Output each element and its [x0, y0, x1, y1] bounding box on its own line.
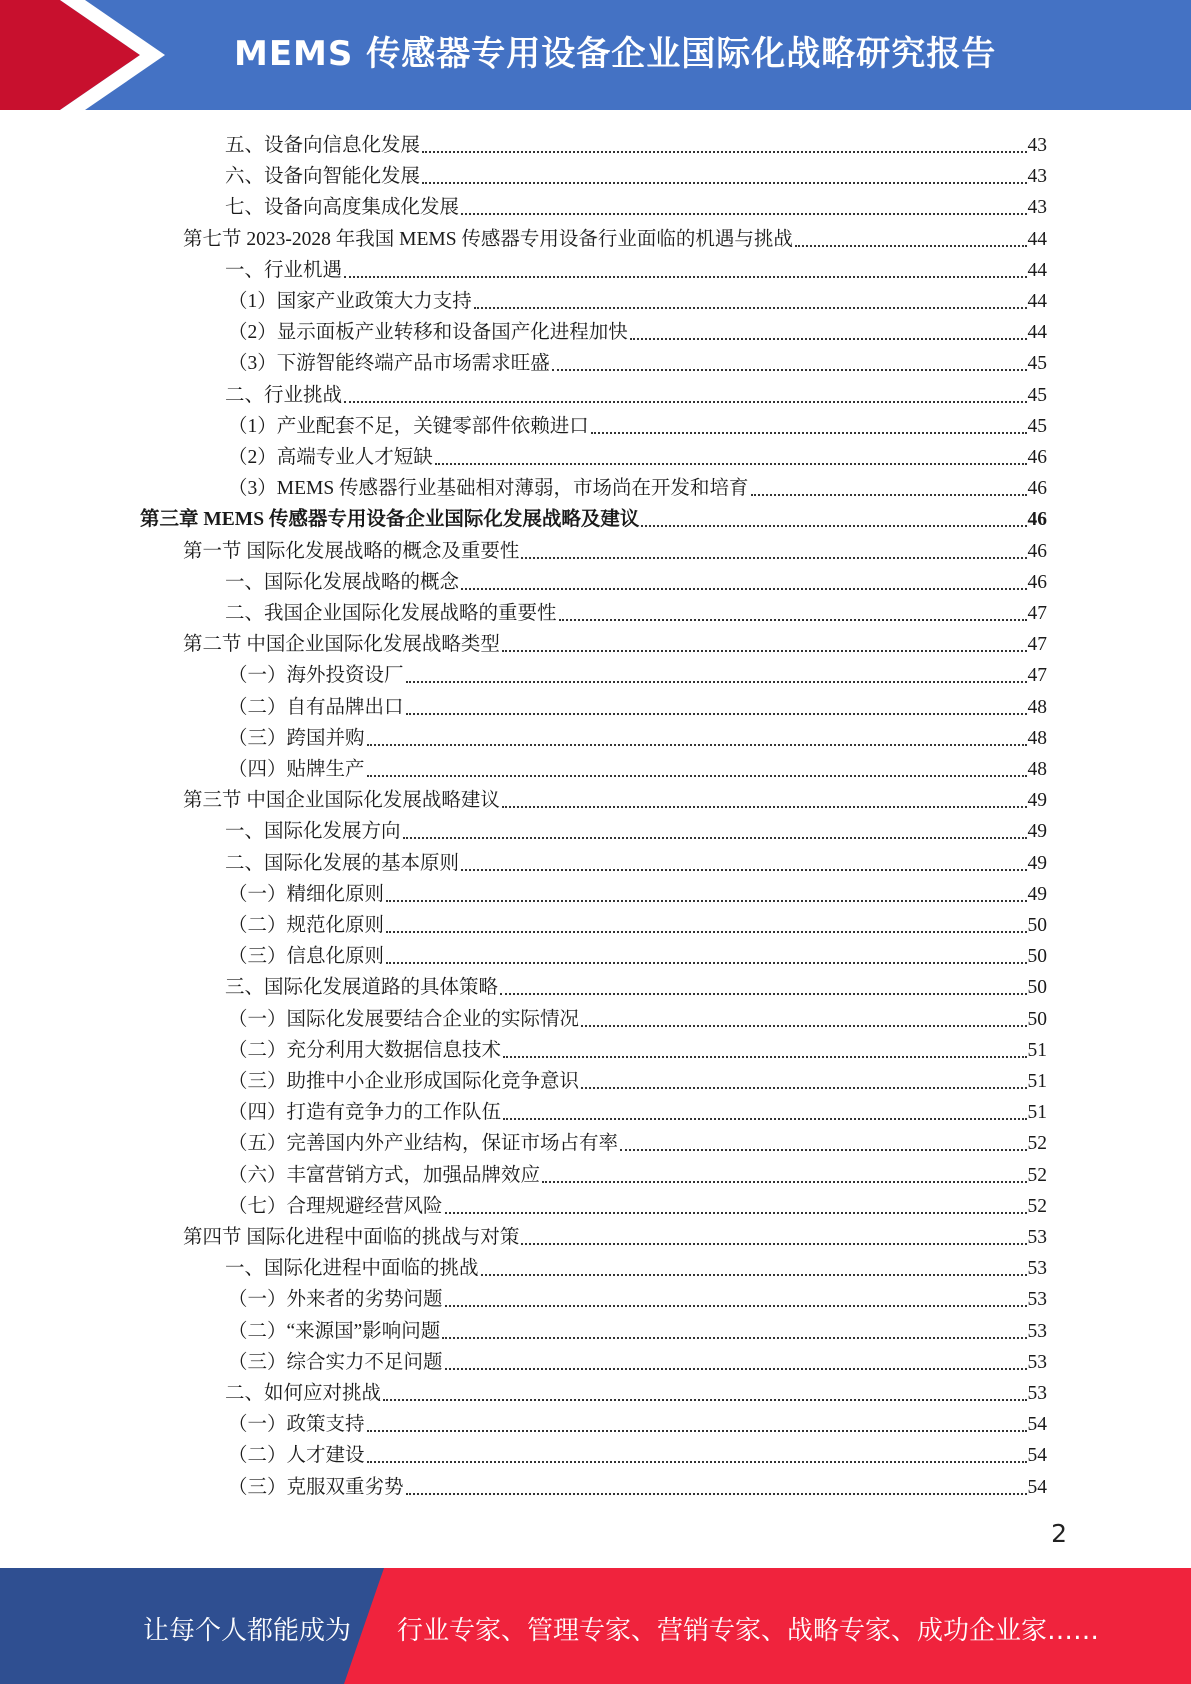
- toc-entry-label: （三）克服双重劣势: [228, 1476, 404, 1498]
- toc-entry[interactable]: [225, 1375, 1047, 1406]
- toc-entry[interactable]: [228, 689, 1047, 720]
- toc-entry-label: 一、国际化发展战略的概念: [225, 571, 460, 593]
- toc-entry-label: 二、我国企业国际化发展战略的重要性: [225, 603, 557, 624]
- toc-dot-leader: [367, 775, 1027, 777]
- toc-entry-page: 52: [1027, 1164, 1047, 1186]
- toc-entry[interactable]: [228, 938, 1047, 969]
- toc-dot-leader: [367, 1461, 1027, 1463]
- page-footer: [0, 1568, 1191, 1684]
- toc-dot-leader: [542, 1181, 1026, 1183]
- toc-entry-label: 三、国际化发展道路的具体策略: [225, 977, 499, 999]
- toc-entry[interactable]: [228, 1406, 1047, 1437]
- toc-dot-leader: [442, 1337, 1026, 1339]
- toc-entry-page: 46: [1027, 571, 1047, 593]
- toc-entry-page: 46: [1027, 509, 1047, 531]
- toc-dot-leader: [383, 1399, 1026, 1401]
- toc-dot-leader: [344, 401, 1026, 403]
- toc-entry-page: 45: [1027, 415, 1047, 437]
- toc-entry-label: （二）“来源国”影响问题: [228, 1320, 441, 1342]
- toc-dot-leader: [344, 276, 1026, 278]
- toc-dot-leader: [641, 525, 1026, 527]
- toc-dot-leader: [630, 338, 1027, 340]
- toc-entry[interactable]: [228, 1281, 1047, 1312]
- toc-entry-page: 53: [1027, 1227, 1047, 1248]
- toc-entry-label: 第四节 国际化进程中面临的挑战与对策: [183, 1227, 520, 1248]
- toc-entry-label: 二、国际化发展的基本原则: [225, 852, 460, 874]
- toc-entry-label: （二）规范化原则: [228, 915, 385, 936]
- toc-entry-page: 49: [1027, 883, 1047, 905]
- toc-entry-label: 一、国际化进程中面临的挑战: [225, 1258, 479, 1280]
- toc-entry[interactable]: [228, 1344, 1047, 1375]
- toc-dot-leader: [521, 1243, 1026, 1245]
- toc-entry-page: 44: [1027, 228, 1047, 250]
- toc-entry[interactable]: [228, 470, 1047, 501]
- toc-entry[interactable]: [183, 533, 1047, 564]
- toc-entry[interactable]: [228, 1063, 1047, 1094]
- toc-entry-page: 43: [1027, 166, 1047, 188]
- toc-entry-page: 49: [1027, 821, 1047, 843]
- toc-dot-leader: [435, 463, 1027, 465]
- toc-dot-leader: [481, 1274, 1027, 1276]
- toc-entry[interactable]: [225, 1250, 1047, 1281]
- toc-entry-label: （四）贴牌生产: [228, 759, 365, 780]
- toc-entry-page: 50: [1027, 946, 1047, 968]
- toc-dot-leader: [502, 650, 1027, 652]
- toc-entry-label: （七）合理规避经营风险: [228, 1195, 443, 1217]
- report-title: MEMS 传感器专用设备企业国际化战略研究报告: [234, 34, 997, 74]
- toc-entry-label: 五、设备向信息化发展: [225, 135, 421, 156]
- toc-entry[interactable]: [228, 657, 1047, 688]
- toc-entry-page: 44: [1027, 259, 1047, 281]
- toc-entry[interactable]: [228, 1125, 1047, 1156]
- toc-entry-label: 二、如何应对挑战: [225, 1383, 382, 1404]
- toc-entry-page: 43: [1027, 135, 1047, 156]
- toc-entry-page: 48: [1027, 759, 1047, 780]
- toc-entry-page: 45: [1027, 384, 1047, 406]
- toc-entry-label: （一）政策支持: [228, 1414, 365, 1436]
- toc-entry[interactable]: [228, 1188, 1047, 1219]
- toc-entry-page: 51: [1027, 1102, 1047, 1124]
- toc-entry[interactable]: [225, 189, 1047, 220]
- toc-entry-label: （2）显示面板产业转移和设备国产化进程加快: [228, 322, 628, 344]
- toc-entry[interactable]: [183, 1219, 1047, 1250]
- toc-entry-page: 48: [1027, 696, 1047, 718]
- toc-entry-page: 48: [1027, 727, 1047, 749]
- toc-entry-label: （二）自有品牌出口: [228, 696, 404, 718]
- toc-entry[interactable]: [225, 377, 1047, 408]
- toc-dot-leader: [386, 900, 1026, 902]
- toc-dot-leader: [445, 1305, 1027, 1307]
- toc-entry[interactable]: [225, 595, 1047, 626]
- toc-entry-label: （三）信息化原则: [228, 946, 385, 968]
- toc-entry-label: （1）国家产业政策大力支持: [228, 291, 472, 312]
- toc-entry-page: 43: [1027, 197, 1047, 219]
- toc-entry[interactable]: [225, 127, 1047, 158]
- toc-entry-label: 六、设备向智能化发展: [225, 166, 421, 188]
- toc-entry[interactable]: [225, 564, 1047, 595]
- toc-entry[interactable]: [228, 345, 1047, 376]
- toc-entry[interactable]: [140, 501, 1047, 532]
- toc-dot-leader: [503, 1056, 1026, 1058]
- toc-entry-page: 53: [1027, 1258, 1047, 1280]
- toc-entry-page: 44: [1027, 291, 1047, 312]
- toc-dot-leader: [620, 1149, 1026, 1151]
- page-number: 2: [1051, 1519, 1067, 1548]
- toc-entry-page: 45: [1027, 353, 1047, 375]
- toc-entry-page: 53: [1027, 1383, 1047, 1404]
- toc-entry[interactable]: [228, 751, 1047, 782]
- toc-entry-page: 46: [1027, 447, 1047, 468]
- toc-entry-label: （一）海外投资设厂: [228, 665, 404, 687]
- toc-dot-leader: [521, 557, 1026, 559]
- toc-entry-page: 50: [1027, 1008, 1047, 1030]
- toc-entry-label: （三）助推中小企业形成国际化竞争意识: [228, 1071, 580, 1092]
- toc-dot-leader: [445, 1212, 1027, 1214]
- toc-dot-leader: [552, 369, 1027, 371]
- toc-entry[interactable]: [183, 221, 1047, 252]
- toc-dot-leader: [461, 213, 1026, 215]
- footer-slogan-right: 行业专家、管理专家、营销专家、战略专家、成功企业家……: [397, 1616, 1100, 1646]
- toc-entry-label: （六）丰富营销方式，加强品牌效应: [228, 1164, 541, 1186]
- toc-entry[interactable]: [228, 1157, 1047, 1188]
- toc-entry-label: （四）打造有竞争力的工作队伍: [228, 1102, 502, 1124]
- toc-dot-leader: [422, 182, 1026, 184]
- toc-entry[interactable]: [183, 626, 1047, 657]
- toc-entry-label: 一、国际化发展方向: [225, 821, 401, 843]
- toc-entry-page: 51: [1027, 1071, 1047, 1092]
- toc-dot-leader: [503, 1118, 1026, 1120]
- toc-entry-label: （二）充分利用大数据信息技术: [228, 1039, 502, 1061]
- toc-dot-leader: [502, 806, 1027, 808]
- toc-dot-leader: [474, 307, 1027, 309]
- toc-entry-page: 44: [1027, 322, 1047, 344]
- toc-entry-label: 第二节 中国企业国际化发展战略类型: [183, 634, 500, 656]
- toc-entry[interactable]: [228, 1032, 1047, 1063]
- toc-entry[interactable]: [228, 1437, 1047, 1468]
- toc-entry[interactable]: [225, 969, 1047, 1000]
- toc-entry[interactable]: [225, 813, 1047, 844]
- toc-dot-leader: [403, 837, 1027, 839]
- toc-entry-page: 54: [1027, 1476, 1047, 1498]
- toc-entry-label: （3）MEMS 传感器行业基础相对薄弱，市场尚在开发和培育: [228, 478, 749, 500]
- toc-entry-page: 50: [1027, 977, 1047, 999]
- toc-dot-leader: [406, 713, 1027, 715]
- toc-entry-page: 52: [1027, 1195, 1047, 1217]
- toc-entry[interactable]: [225, 845, 1047, 876]
- toc-entry-label: （2）高端专业人才短缺: [228, 447, 433, 468]
- toc-entry-page: 46: [1027, 478, 1047, 500]
- toc-dot-leader: [461, 869, 1026, 871]
- toc-dot-leader: [581, 1087, 1026, 1089]
- toc-dot-leader: [445, 1368, 1027, 1370]
- toc-entry-label: （3）下游智能终端产品市场需求旺盛: [228, 353, 550, 375]
- toc-entry-label: （三）综合实力不足问题: [228, 1351, 443, 1373]
- toc-dot-leader: [795, 245, 1027, 247]
- toc-entry[interactable]: [183, 782, 1047, 813]
- toc-dot-leader: [367, 744, 1027, 746]
- toc-dot-leader: [591, 432, 1027, 434]
- toc-entry[interactable]: [228, 408, 1047, 439]
- toc-entry-label: 一、行业机遇: [225, 259, 343, 281]
- toc-entry[interactable]: [228, 907, 1047, 938]
- toc-entry[interactable]: [228, 876, 1047, 907]
- footer-slogan-left: 让每个人都能成为: [143, 1616, 352, 1646]
- toc-entry-label: （二）人才建设: [228, 1445, 365, 1467]
- toc-entry-label: 第三节 中国企业国际化发展战略建议: [183, 790, 500, 812]
- toc-dot-leader: [406, 1493, 1027, 1495]
- toc-entry[interactable]: [228, 1469, 1047, 1500]
- toc-entry[interactable]: [228, 314, 1047, 345]
- toc-entry-page: 47: [1027, 634, 1047, 656]
- toc-dot-leader: [581, 1025, 1026, 1027]
- toc-entry-page: 47: [1027, 665, 1047, 687]
- toc-entry-label: 第三章 MEMS 传感器专用设备企业国际化发展战略及建议: [140, 509, 640, 531]
- toc-entry-label: 二、行业挑战: [225, 384, 343, 406]
- toc-dot-leader: [500, 993, 1026, 995]
- toc-entry-page: 54: [1027, 1445, 1047, 1467]
- toc-entry[interactable]: [228, 720, 1047, 751]
- toc-entry-label: 七、设备向高度集成化发展: [225, 197, 460, 219]
- toc-entry-page: 47: [1027, 603, 1047, 624]
- toc-entry-label: （五）完善国内外产业结构，保证市场占有率: [228, 1133, 619, 1155]
- toc-entry[interactable]: [228, 1313, 1047, 1344]
- toc-entry-label: （一）外来者的劣势问题: [228, 1289, 443, 1311]
- toc-entry[interactable]: [228, 1001, 1047, 1032]
- page-header: [0, 0, 1191, 110]
- toc-dot-leader: [386, 962, 1026, 964]
- toc-entry[interactable]: [228, 283, 1047, 314]
- toc-dot-leader: [751, 494, 1027, 496]
- toc-entry[interactable]: [225, 158, 1047, 189]
- toc-entry-page: 51: [1027, 1039, 1047, 1061]
- toc-entry-page: 53: [1027, 1289, 1047, 1311]
- toc-entry-page: 50: [1027, 915, 1047, 936]
- toc-entry-label: （1）产业配套不足，关键零部件依赖进口: [228, 415, 589, 437]
- toc-entry[interactable]: [225, 252, 1047, 283]
- toc-entry-label: （一）国际化发展要结合企业的实际情况: [228, 1008, 580, 1030]
- toc-entry-page: 53: [1027, 1320, 1047, 1342]
- toc-dot-leader: [406, 681, 1027, 683]
- toc-entry-page: 54: [1027, 1414, 1047, 1436]
- toc-dot-leader: [367, 1430, 1027, 1432]
- toc-entry-page: 53: [1027, 1351, 1047, 1373]
- toc-entry[interactable]: [228, 439, 1047, 470]
- toc-dot-leader: [422, 151, 1026, 153]
- toc-entry[interactable]: [228, 1094, 1047, 1125]
- toc-dot-leader: [386, 931, 1026, 933]
- toc-entry-label: 第七节 2023-2028 年我国 MEMS 传感器专用设备行业面临的机遇与挑战: [183, 228, 793, 250]
- toc-entry-page: 52: [1027, 1133, 1047, 1155]
- toc-dot-leader: [461, 588, 1026, 590]
- toc-entry-label: （一）精细化原则: [228, 883, 385, 905]
- toc-entry-page: 46: [1027, 540, 1047, 562]
- toc-entry-label: 第一节 国际化发展战略的概念及重要性: [183, 540, 520, 562]
- toc-dot-leader: [559, 619, 1027, 621]
- toc-entry-page: 49: [1027, 790, 1047, 812]
- toc-entry-page: 49: [1027, 852, 1047, 874]
- toc-entry-label: （三）跨国并购: [228, 727, 365, 749]
